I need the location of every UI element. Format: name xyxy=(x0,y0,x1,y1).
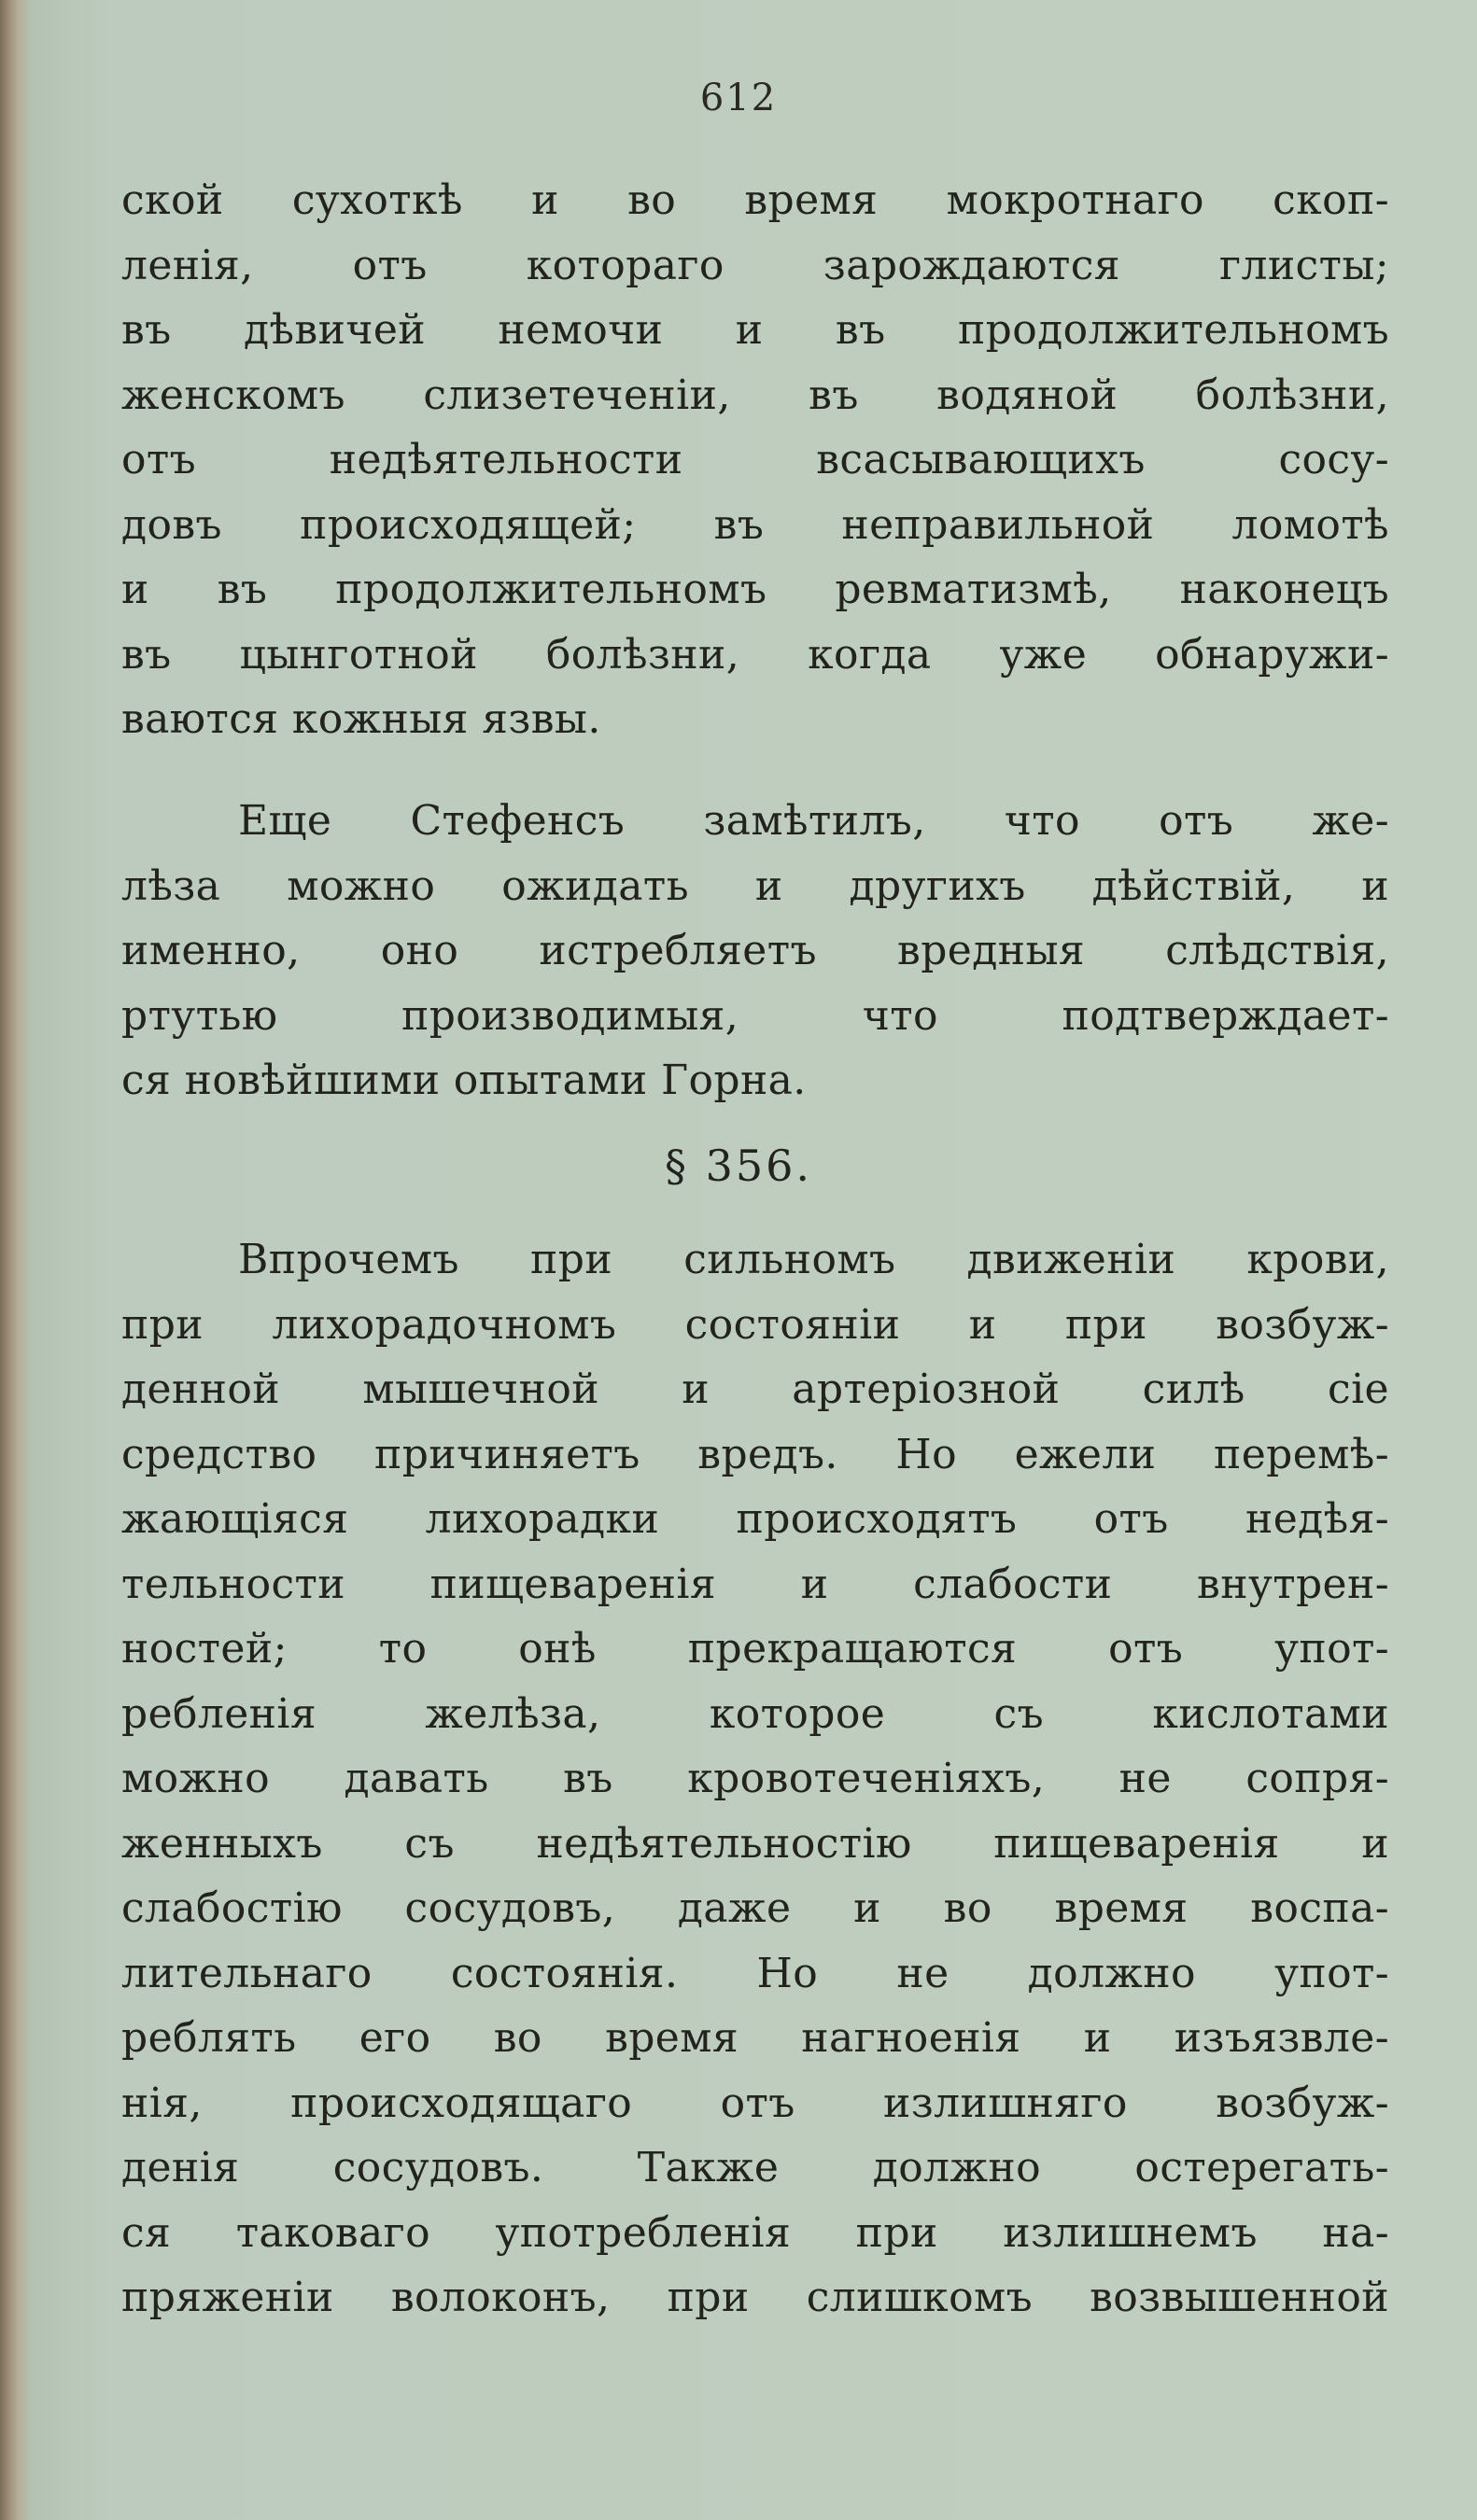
text-line: въ цынготной болѣзни, когда уже обнаружи- xyxy=(121,630,1389,679)
text-line: Впрочемъ при сильномъ движеніи крови, xyxy=(238,1236,1389,1283)
text-line: ленія, отъ котораго зарождаются глисты; xyxy=(121,241,1389,289)
text-line: ваются кожныя язвы. xyxy=(121,695,601,743)
text-line: именно, оно истребляетъ вредныя слѣдствія, xyxy=(121,927,1389,974)
text-line: довъ происходящей; въ неправильной ломотѣ xyxy=(121,500,1389,549)
paragraph-2 xyxy=(121,789,1389,1113)
text-line: средство причиняетъ вредъ. Но ежели перемѣ- xyxy=(121,1430,1389,1478)
text-line: Еще Стефенсъ замѣтилъ, что отъ же- xyxy=(238,797,1389,845)
text-line: ся таковаго употребленія при излишнемъ на- xyxy=(121,2208,1389,2257)
text-line: ребленія желѣза, которое съ кислотами xyxy=(121,1689,1389,1738)
text-line: тельности пищеваренія и слабости внутрен- xyxy=(121,1560,1389,1608)
text-line: денной мышечной и артеріозной силѣ сіе xyxy=(121,1365,1389,1413)
text-line: слабостію сосудовъ, даже и во время воспа- xyxy=(121,1884,1389,1932)
paragraph-3 xyxy=(121,1227,1389,2331)
page-number: 612 xyxy=(699,77,778,119)
text-line: ртутью производимыя, что подтверждает- xyxy=(121,991,1389,1040)
text-line: жающіяся лихорадки происходятъ отъ недѣя- xyxy=(121,1495,1389,1543)
text-line: денія сосудовъ. Также должно остерегать- xyxy=(121,2144,1389,2191)
text-line: женныхъ съ недѣятельностію пищеваренія и xyxy=(121,1819,1389,1868)
text-line: лительнаго состоянія. Но не должно упот- xyxy=(121,1949,1389,1997)
paragraph-1 xyxy=(121,168,1389,752)
section-heading: § 356. xyxy=(664,1141,813,1191)
text-line: отъ недѣятельности всасывающихъ сосу- xyxy=(121,436,1389,483)
binding-edge xyxy=(0,0,32,2520)
text-line: въ дѣвичей немочи и въ продолжительномъ xyxy=(121,306,1389,354)
text-line: и въ продолжительномъ ревматизмѣ, наконецъ xyxy=(121,566,1389,613)
text-line: пряженіи волоконъ, при слишкомъ возвышенной xyxy=(121,2274,1389,2321)
text-line: ностей; то онѣ прекращаются отъ упот- xyxy=(121,1625,1389,1673)
text-line: реблять его во время нагноенія и изъязвле- xyxy=(121,2014,1389,2062)
text-line: лѣза можно ожидать и другихъ дѣйствій, и xyxy=(121,861,1389,910)
text-line: можно давать въ кровотеченіяхъ, не сопря- xyxy=(121,1755,1389,1802)
text-line: ся новѣйшими опытами Горна. xyxy=(121,1057,807,1104)
text-line: нія, происходящаго отъ излишняго возбуж- xyxy=(121,2079,1389,2127)
text-line: женскомъ слизетеченіи, въ водяной болѣзни, xyxy=(121,371,1389,419)
text-line: ской сухоткѣ и во время мокротнаго скоп- xyxy=(121,176,1389,224)
text-line: при лихорадочномъ состояніи и при возбуж- xyxy=(121,1300,1389,1349)
